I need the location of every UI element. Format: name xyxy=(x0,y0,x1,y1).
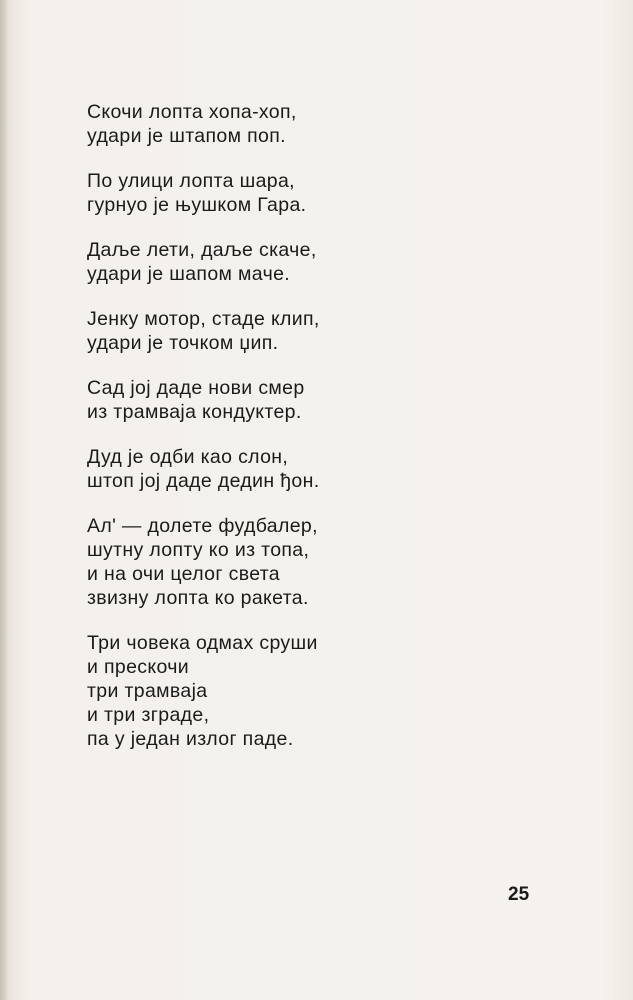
stanza xyxy=(87,100,557,148)
poem-line: и на очи целог света xyxy=(87,563,280,585)
poem-line: три трамваја xyxy=(87,680,208,702)
page-number: 25 xyxy=(508,884,530,905)
stanza xyxy=(87,445,557,493)
poem-line: Дуд је одби као слон, xyxy=(87,446,289,468)
poem-line: удари је штапом поп. xyxy=(87,125,286,147)
poem-line: Ал' — долете фудбалер, xyxy=(87,515,318,537)
poem-line: По улици лопта шара, xyxy=(87,170,295,192)
poem-text xyxy=(87,100,557,772)
stanza xyxy=(87,514,557,610)
stanza xyxy=(87,238,557,286)
poem-line: и три зграде, xyxy=(87,704,210,726)
poem-line: удари је точком џип. xyxy=(87,332,279,354)
stanza xyxy=(87,631,557,751)
stanza xyxy=(87,169,557,217)
poem-line: гурнуо је њушком Гара. xyxy=(87,194,307,216)
poem-line: Даље лети, даље скаче, xyxy=(87,239,317,261)
poem-line: из трамваја кондуктер. xyxy=(87,401,302,423)
poem-line: штоп јој даде дедин ђон. xyxy=(87,470,320,492)
poem-line: и прескочи xyxy=(87,656,190,678)
poem-line: удари је шапом маче. xyxy=(87,263,291,285)
stanza xyxy=(87,376,557,424)
poem-line: па у један излог паде. xyxy=(87,728,294,750)
poem-line: Скочи лопта хопа-хоп, xyxy=(87,101,297,123)
poem-line: Јенку мотор, стаде клип, xyxy=(87,308,320,330)
page-binding-shadow xyxy=(0,0,8,1000)
poem-line: Сад јој даде нови смер xyxy=(87,377,305,399)
poem-line: шутну лопту ко из топа, xyxy=(87,539,310,561)
poem-line: Три човека одмах сруши xyxy=(87,632,318,654)
stanza xyxy=(87,307,557,355)
poem-line: звизну лопта ко ракета. xyxy=(87,587,309,609)
